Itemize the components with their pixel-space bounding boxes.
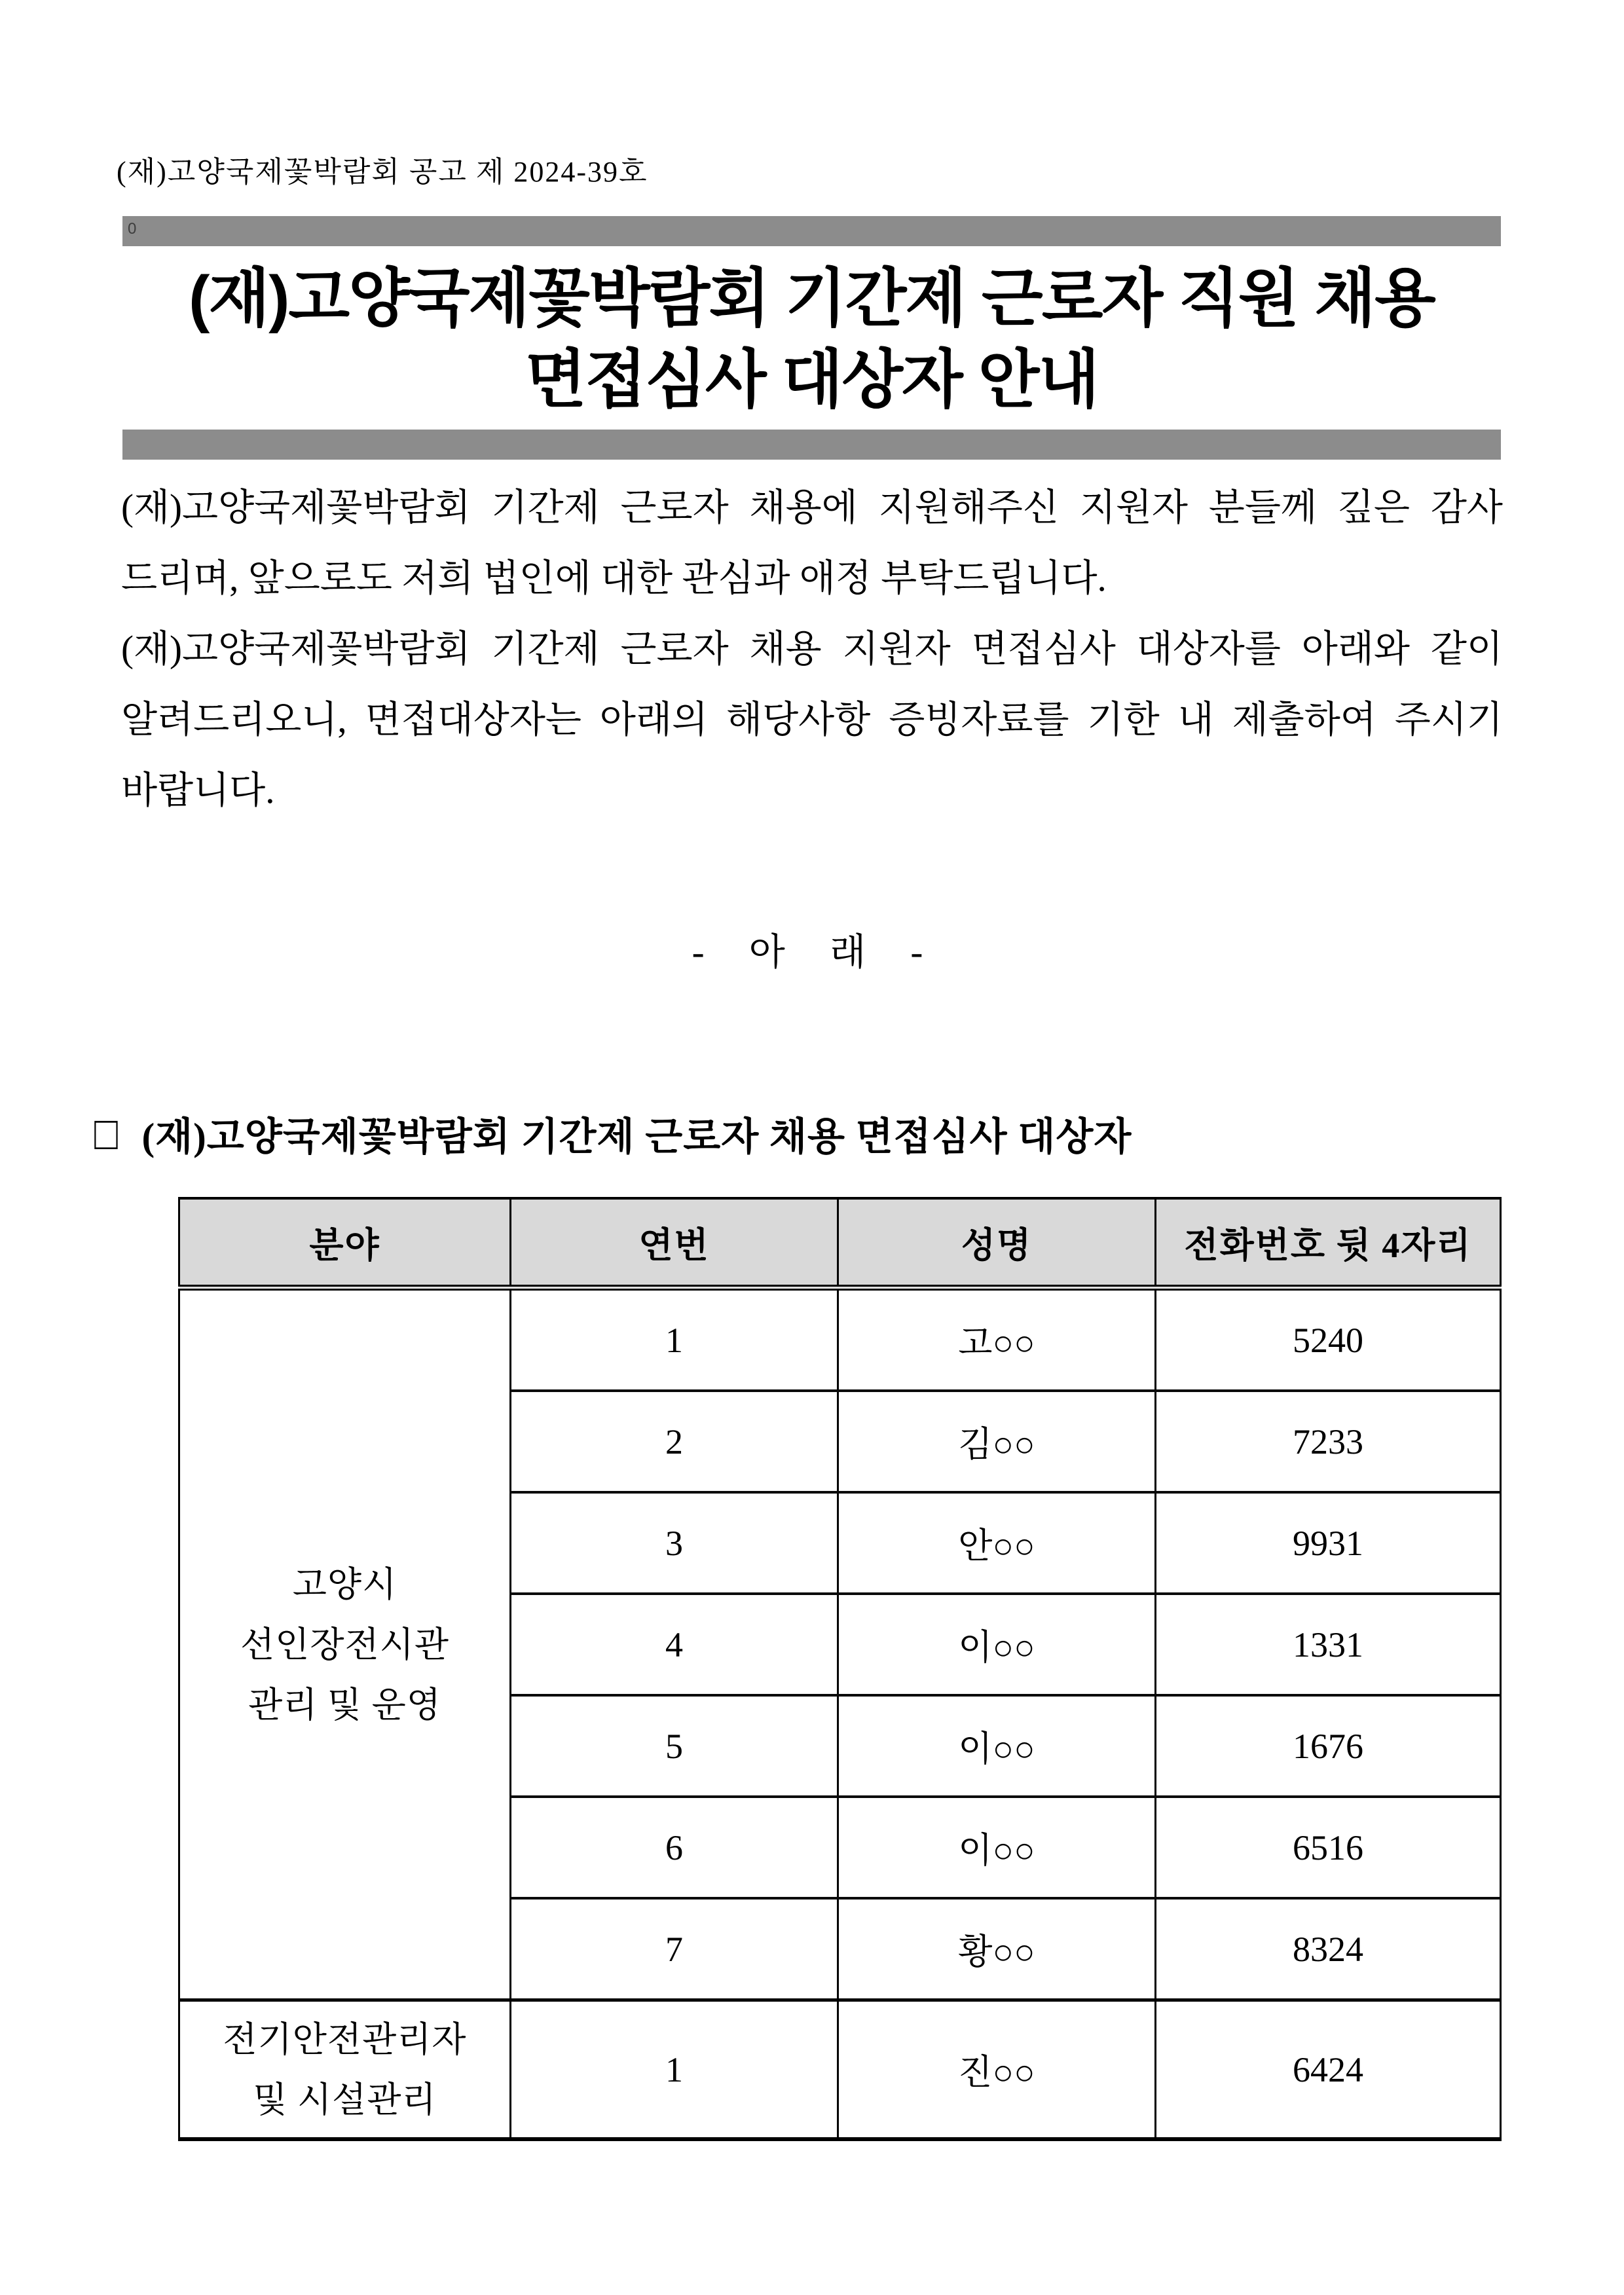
- header-name: 성명: [838, 1198, 1156, 1288]
- cell-name: 황○○: [838, 1898, 1156, 2000]
- document-title: [122, 246, 1501, 430]
- paragraph2-line3: 바랍니다.: [121, 770, 275, 811]
- paragraph1-line2: 드리며, 앞으로도 저희 법인에 대한 관심과 애정 부탁드립니다.: [121, 558, 1107, 599]
- header-phone: 전화번호 뒷 4자리: [1156, 1198, 1501, 1288]
- cell-phone: 7233: [1156, 1391, 1501, 1492]
- table-header-row: [179, 1198, 1501, 1288]
- category-line: 관리 및 운영: [248, 1685, 441, 1725]
- category-line: 전기안전관리자: [223, 2019, 467, 2059]
- category-line: 선인장전시관: [240, 1625, 449, 1664]
- title-top-bar: [122, 216, 1501, 246]
- below-divider: - 아 래 -: [692, 932, 932, 973]
- cell-name: 이○○: [838, 1695, 1156, 1797]
- cell-number: 3: [511, 1492, 838, 1594]
- interview-candidates-table: [178, 1197, 1502, 2141]
- cell-phone: 1676: [1156, 1695, 1501, 1797]
- scan-artifact: 0: [128, 220, 137, 238]
- cell-phone: 8324: [1156, 1898, 1501, 2000]
- cell-number: 1: [511, 2000, 838, 2140]
- cell-number: 7: [511, 1898, 838, 2000]
- cell-number: 4: [511, 1594, 838, 1695]
- cell-name: 진○○: [838, 2000, 1156, 2140]
- doc-number: (재)고양국제꽃박람회 공고 제 2024-39호: [117, 156, 648, 188]
- category-line: 및 시설관리: [253, 2080, 437, 2120]
- paragraph2-line2: 알려드리오니, 면접대상자는 아래의 해당사항 증빙자료를 기한 내 제출하여 주시기: [121, 699, 1503, 741]
- cell-phone: 1331: [1156, 1594, 1501, 1695]
- paragraph2-line1: (재)고양국제꽃박람회 기간제 근로자 채용 지원자 면접심사 대상자를 아래와 같이: [121, 629, 1503, 670]
- cell-name: 이○○: [838, 1594, 1156, 1695]
- section-header: [94, 1105, 1132, 1161]
- title-bottom-bar: [122, 430, 1501, 460]
- cell-number: 6: [511, 1797, 838, 1898]
- document-title-line2: 면접심사 대상자 안내: [525, 344, 1099, 415]
- cell-number: 1: [511, 1288, 838, 1391]
- title-block: [122, 216, 1501, 460]
- cell-name: 김○○: [838, 1391, 1156, 1492]
- cell-number: 2: [511, 1391, 838, 1492]
- cell-name: 고○○: [838, 1288, 1156, 1391]
- cell-phone: 5240: [1156, 1288, 1501, 1391]
- table-row: [179, 1288, 1501, 1391]
- cell-phone: 9931: [1156, 1492, 1501, 1594]
- category-line: 고양시: [292, 1564, 397, 1604]
- cell-phone: 6424: [1156, 2000, 1501, 2140]
- document-title-line1: (재)고양국제꽃박람회 기간제 근로자 직원 채용: [189, 263, 1435, 334]
- header-number: 연번: [511, 1198, 838, 1288]
- category-cell-cactus: [179, 1288, 511, 2000]
- section-title: (재)고양국제꽃박람회 기간제 근로자 채용 면접심사 대상자: [141, 1115, 1132, 1158]
- cell-phone: 6516: [1156, 1797, 1501, 1898]
- cell-name: 이○○: [838, 1797, 1156, 1898]
- body-paragraphs: [121, 473, 1503, 826]
- table-row: [179, 2000, 1501, 2140]
- cell-number: 5: [511, 1695, 838, 1797]
- category-cell-electric: [179, 2000, 511, 2140]
- cell-name: 안○○: [838, 1492, 1156, 1594]
- square-bullet-icon: □: [94, 1107, 119, 1160]
- paragraph1-line1: (재)고양국제꽃박람회 기간제 근로자 채용에 지원해주신 지원자 분들께 깊은 감사: [121, 487, 1503, 528]
- header-field: 분야: [179, 1198, 511, 1288]
